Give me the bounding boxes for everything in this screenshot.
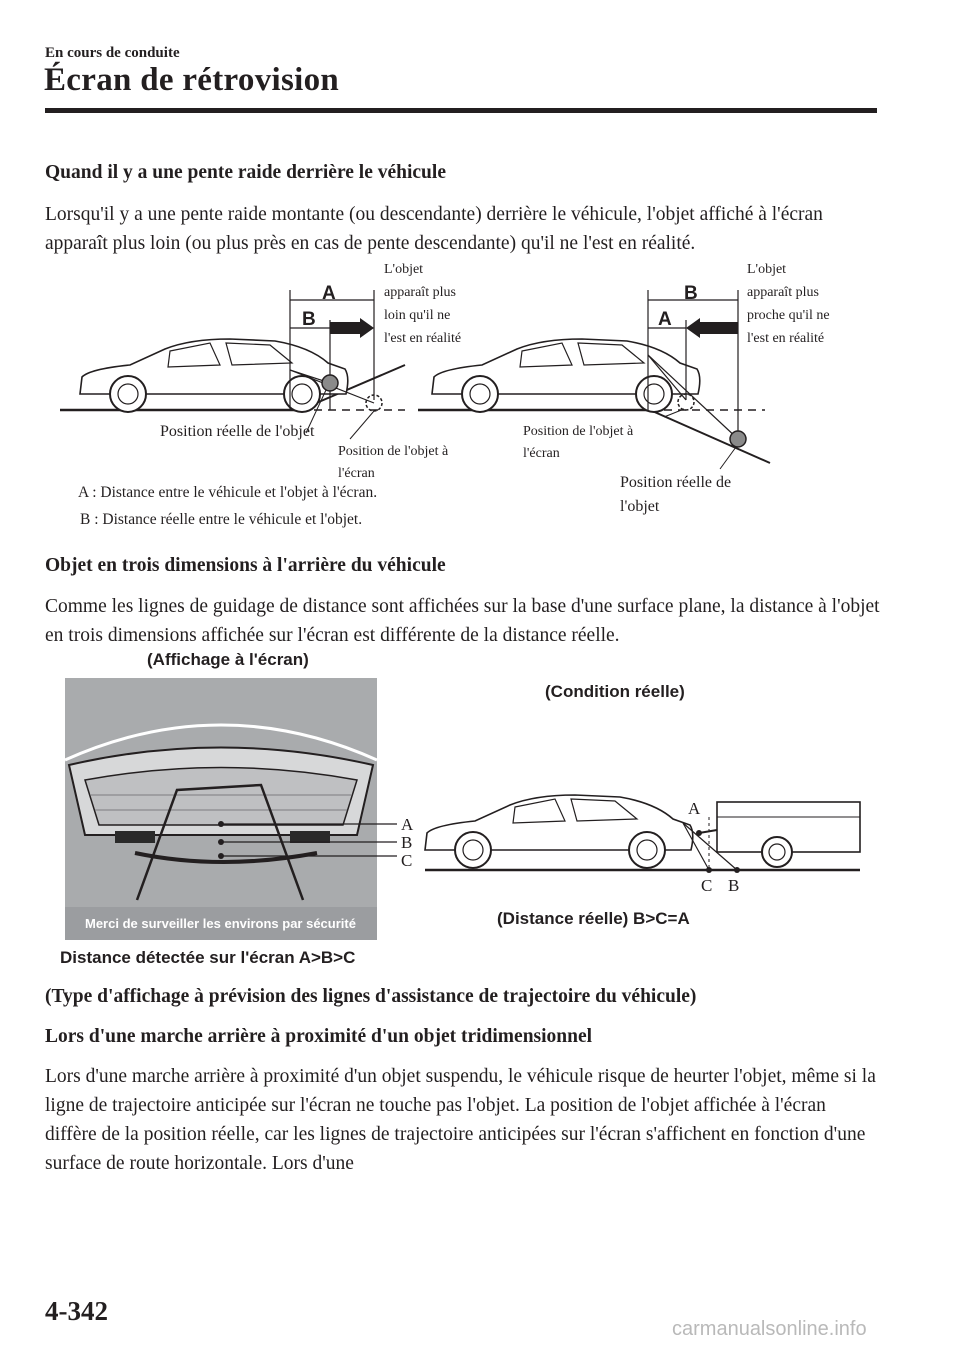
real-caption: (Distance réelle) B>C=A <box>497 909 690 928</box>
three-dimension-diagram <box>55 645 875 970</box>
label-b: B <box>302 309 316 330</box>
right-real-position-2: l'objet <box>620 498 660 515</box>
right-screen-position-2: l'écran <box>523 446 560 461</box>
section3-heading-1: (Type d'affichage à prévision des lignes d'assistance de trajectoire du véhicule) <box>45 986 697 1007</box>
section2-body: Comme les lignes de guidage de distance sont affichées sur la base d'une surface plane, la distance à l'objet en trois dimensions affichée sur l'écran est différente de la distance réelle. <box>45 596 880 646</box>
left-screen-position-2: l'écran <box>338 466 375 481</box>
screen-letter-b: B <box>401 833 413 852</box>
left-note-2: apparaît plus <box>384 285 456 300</box>
legend-a: A : Distance entre le véhicule et l'objet à l'écran. <box>78 484 378 501</box>
right-note-1: L'objet <box>747 262 787 277</box>
section3-heading-2: Lors d'une marche arrière à proximité d'un objet tridimensionnel <box>45 1026 593 1047</box>
real-letter-b: B <box>728 876 740 895</box>
section-label: En cours de conduite <box>45 45 180 61</box>
page-number: 4-342 <box>45 1296 108 1326</box>
arrow-icon <box>330 318 374 338</box>
title-rule <box>45 108 877 113</box>
section1-heading: Quand il y a une pente raide derrière le véhicule <box>45 162 446 183</box>
screen-letter-a: A <box>401 815 414 834</box>
section2-heading: Objet en trois dimensions à l'arrière du véhicule <box>45 555 446 576</box>
real-letter-c: C <box>701 876 713 895</box>
slope-diagram <box>60 255 830 535</box>
right-screen-position-1: Position de l'objet à <box>523 424 634 439</box>
label-a: A <box>658 309 672 330</box>
right-real-position-1: Position réelle de <box>620 474 732 491</box>
right-note-3: proche qu'il ne <box>747 308 830 323</box>
left-note-1: L'objet <box>384 262 424 277</box>
left-note-4: l'est en réalité <box>384 331 462 346</box>
legend-b: B : Distance réelle entre le véhicule et l'objet. <box>80 511 363 528</box>
left-note-3: loin qu'il ne <box>384 308 451 323</box>
real-title: (Condition réelle) <box>545 682 685 701</box>
section3-body: Lors d'une marche arrière à proximité d'un objet suspendu, le véhicule risque de heurter l'objet, même si la ligne de trajectoire anticipée sur l'écran ne touche pas l'objet. La position de l'objet affichée à l'écran diffère de la position réelle, car les lignes de trajectoire anticipées sur l'écran s'affichent en fonction d'une surface de route horizontale. Lors d'une <box>45 1066 876 1174</box>
screen-caption: Distance détectée sur l'écran A>B>C <box>60 948 356 967</box>
left-screen-position-1: Position de l'objet à <box>338 444 449 459</box>
page-title: Écran de rétrovision <box>44 62 340 98</box>
right-note-2: apparaît plus <box>747 285 819 300</box>
right-note-4: l'est en réalité <box>747 331 825 346</box>
vehicle-icon <box>425 795 693 868</box>
label-a: A <box>322 283 336 304</box>
screen-letter-c: C <box>401 851 413 870</box>
real-object-marker <box>322 375 338 391</box>
label-b: B <box>684 283 698 304</box>
left-real-position: Position réelle de l'objet <box>160 423 315 440</box>
real-letter-a: A <box>688 799 701 818</box>
section1-body: Lorsqu'il y a une pente raide montante (ou descendante) derrière le véhicule, l'objet affiché à l'écran apparaît plus loin (ou plus près en cas de pente descendante) qu'il ne l'est en réalité. <box>45 204 823 254</box>
watermark-text: carmanualsonline.info <box>672 1318 867 1340</box>
screen-title: (Affichage à l'écran) <box>147 650 309 669</box>
screen-message: Merci de surveiller les environs par sécurité <box>85 916 356 931</box>
